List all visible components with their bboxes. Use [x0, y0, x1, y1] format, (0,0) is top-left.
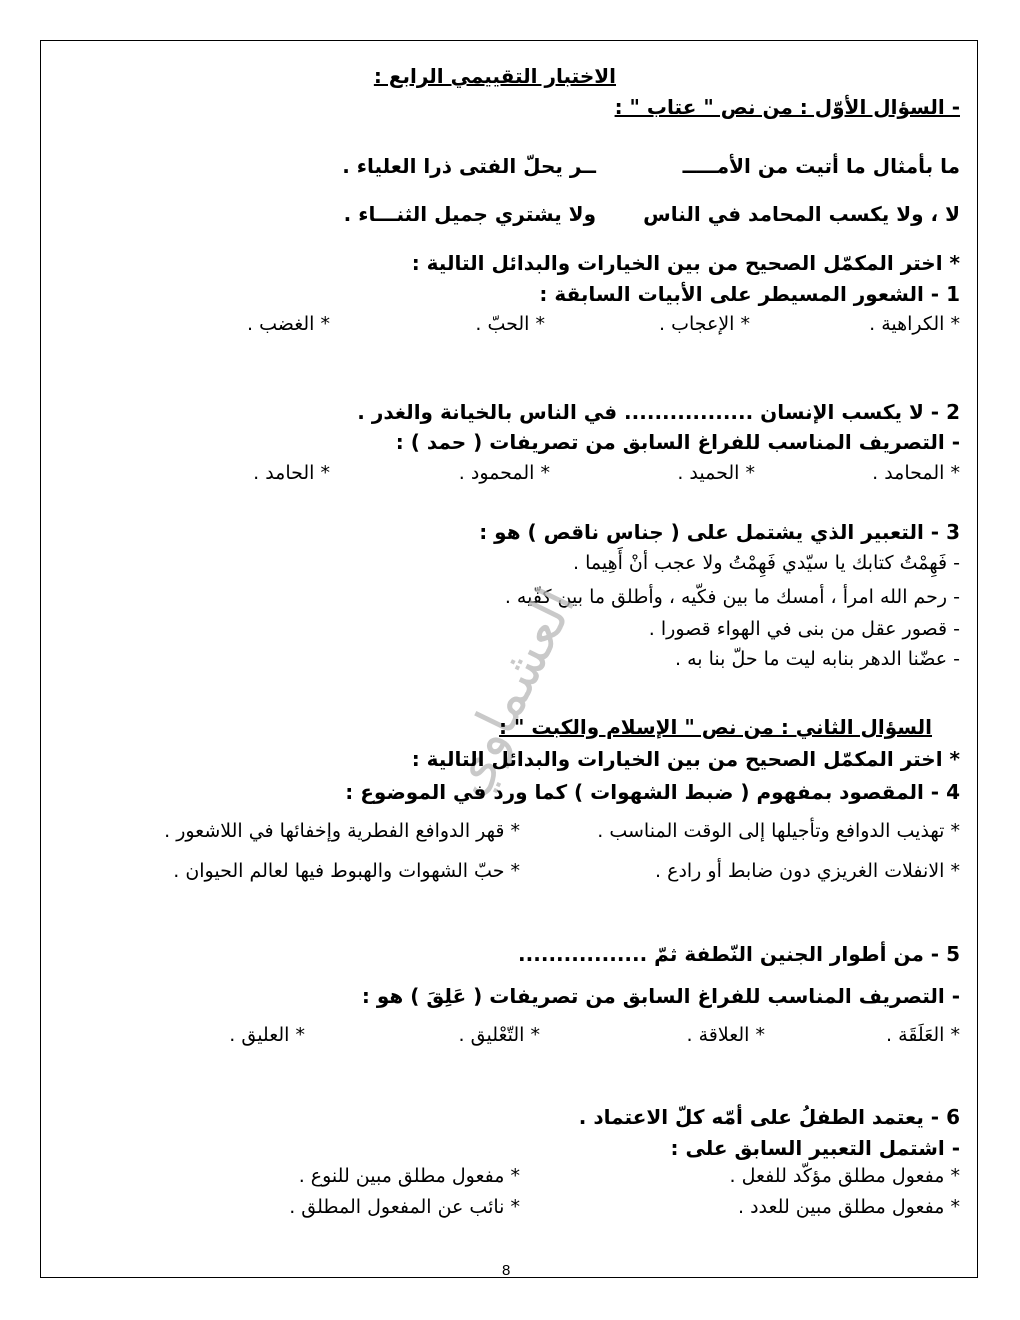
- item1-stem: 1 - الشعور المسيطر على الأبيات السابقة :: [539, 282, 960, 306]
- item2-stem: 2 - لا يكسب الإنسان ................. في الناس بالخيانة والغدر .: [357, 400, 960, 424]
- item2-option-a: * المحامد .: [872, 462, 960, 484]
- item4-option-b: * قهر الدوافع الفطرية وإخفائها في اللاشعور .: [164, 820, 520, 842]
- page-number: 8: [502, 1262, 511, 1279]
- page-title: الاختبار التقييمي الرابع :: [373, 64, 616, 88]
- item4-option-a: * تهذيب الدوافع وتأجيلها إلى الوقت المناسب .: [597, 820, 960, 842]
- verse1-second-hemistich: ــر يحلّ الفتى ذرا العلياء .: [342, 154, 596, 178]
- item3-option-c: - قصور عقل من بنى في الهواء قصورا .: [648, 618, 960, 640]
- item6-option-b: * مفعول مطلق مبين للنوع .: [298, 1165, 520, 1187]
- item3-stem: 3 - التعبير الذي يشتمل على ( جناس ناقص ) هو :: [479, 520, 960, 544]
- q1-heading: - السؤال الأوّل : من نص " عتاب " :: [614, 95, 960, 119]
- item5-sub: - التصريف المناسب للفراغ السابق من تصريفات ( عَلِقَ ) هو :: [361, 984, 960, 1008]
- item2-option-b: * الحميد .: [677, 462, 755, 484]
- item1-option-a: * الكراهية .: [869, 313, 960, 335]
- verse2-first-hemistich: لا ، ولا يكسب المحامد في الناس: [643, 202, 960, 226]
- q2-instruction: * اختر المكمّل الصحيح من بين الخيارات والبدائل التالية :: [411, 747, 960, 771]
- q1-instruction: * اختر المكمّل الصحيح من بين الخيارات والبدائل التالية :: [411, 251, 960, 275]
- item6-option-a: * مفعول مطلق مؤكّد للفعل .: [729, 1165, 960, 1187]
- item1-option-b: * الإعجاب .: [658, 313, 750, 335]
- item6-stem: 6 - يعتمد الطفلُ على أمّه كلّ الاعتماد .: [578, 1105, 960, 1129]
- item2-option-c: * المحمود .: [458, 462, 550, 484]
- item4-option-d: * حبّ الشهوات والهبوط فيها لعالم الحيوان .: [173, 860, 520, 882]
- item5-stem: 5 - من أطوار الجنين النّطفة ثمّ .................: [518, 942, 960, 966]
- item2-sub: - التصريف المناسب للفراغ السابق من تصريفات ( حمد ) :: [395, 430, 960, 454]
- item1-option-d: * الغضب .: [247, 313, 330, 335]
- item5-option-d: * العليق .: [229, 1024, 305, 1046]
- item3-option-b: - رحم الله امرأ ، أمسك ما بين فكّيه ، وأطلق ما بين كفّيه .: [504, 586, 960, 608]
- item3-option-d: - عضّنا الدهر بنابه ليت ما حلّ بنا به .: [675, 648, 960, 670]
- q2-heading: السؤال الثاني : من نص " الإسلام والكبت " :: [499, 715, 932, 739]
- item4-option-c: * الانفلات الغريزي دون ضابط أو رادع .: [655, 860, 960, 882]
- item5-option-b: * العلاقة .: [686, 1024, 765, 1046]
- item3-option-a: - فَهِمْتُ كتابك يا سيّدي فَهِمْتُ ولا عجب أنْ أَهِيما .: [572, 552, 960, 574]
- item1-option-c: * الحبّ .: [475, 313, 545, 335]
- watermark-signature: العشماوي: [433, 578, 588, 805]
- verse1-first-hemistich: ما بأمثال ما أتيت من الأمـــــ: [682, 154, 960, 178]
- item6-sub: - اشتمل التعبير السابق على :: [670, 1136, 960, 1160]
- item6-option-d: * نائب عن المفعول المطلق .: [289, 1196, 520, 1218]
- item5-option-a: * العَلَقَة .: [886, 1024, 960, 1046]
- item2-option-d: * الحامد .: [253, 462, 330, 484]
- item6-option-c: * مفعول مطلق مبين للعدد .: [738, 1196, 960, 1218]
- item5-option-c: * التّعْليق .: [458, 1024, 540, 1046]
- item4-stem: 4 - المقصود بمفهوم ( ضبط الشهوات ) كما ورد في الموضوع :: [345, 780, 960, 804]
- verse2-second-hemistich: ولا يشتري جميل الثنـــاء .: [343, 202, 596, 226]
